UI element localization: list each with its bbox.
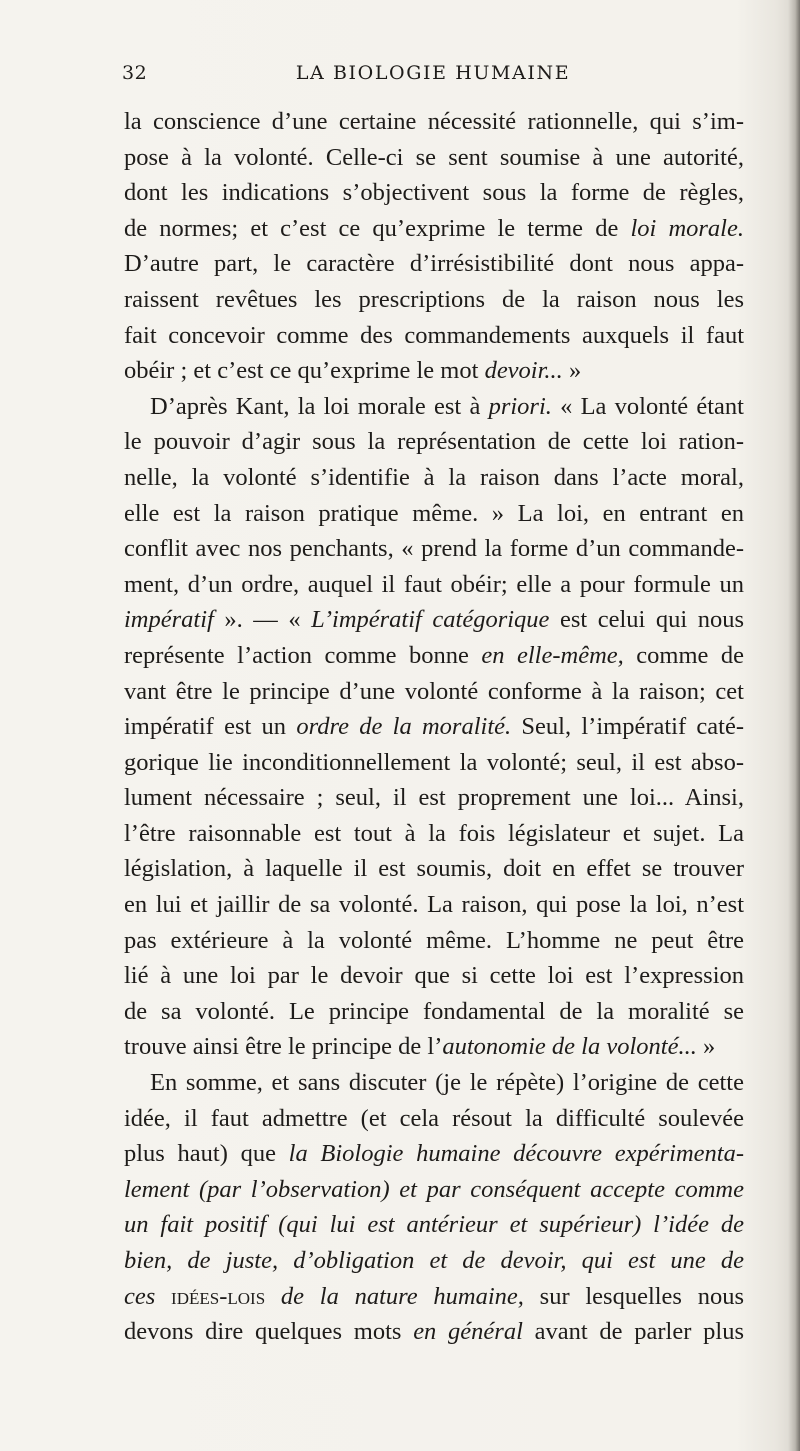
- text-line: [124, 1029, 744, 1065]
- text-line: [124, 389, 744, 425]
- text-run: vant être le principe d’une volonté conforme à la raison; cet: [124, 677, 744, 705]
- text-line: [124, 638, 744, 674]
- text-run: [155, 1283, 171, 1310]
- text-line: [124, 709, 744, 745]
- italic-text: un fait positif (qui lui est antérieur et supérieur) l’idée de: [124, 1211, 744, 1239]
- text-line: [124, 851, 744, 887]
- text-line: [124, 602, 744, 638]
- text-run: raissent revêtues les prescriptions de la raison nous les: [124, 285, 744, 313]
- italic-text: en elle-même,: [481, 641, 624, 669]
- text-run: dont les indications s’objectivent sous la forme de règles,: [124, 179, 744, 207]
- text-line: [124, 460, 744, 496]
- text-run: lument nécessaire ; seul, il est proprement une loi... Ainsi,: [124, 784, 744, 812]
- text-line: [124, 1172, 744, 1208]
- text-run: conflit avec nos penchants, « prend la forme d’un commande-: [124, 535, 744, 563]
- text-run: En somme, et sans discuter (je le répète) l’origine de cette: [150, 1069, 744, 1097]
- text-run: ment, d’un ordre, auquel il faut obéir; elle a pour formule un: [124, 570, 744, 598]
- text-run: plus haut) que: [124, 1140, 289, 1168]
- text-line: [124, 175, 744, 211]
- text-line: [124, 816, 744, 852]
- text-run: l’être raisonnable est tout à la fois législateur et sujet. La: [124, 819, 744, 847]
- text-run: de normes; et c’est ce qu’exprime le terme de: [124, 214, 631, 242]
- page-header: [122, 62, 744, 92]
- text-line: [124, 674, 744, 710]
- text-run: « La volonté étant: [551, 392, 744, 420]
- text-run: pose à la volonté. Celle-ci se sent soumise à une autorité,: [124, 143, 744, 171]
- italic-text: autonomie de la volonté...: [442, 1033, 697, 1061]
- text-run: avant de parler plus: [522, 1318, 744, 1346]
- page-number: 32: [122, 62, 148, 84]
- text-run: lié à une loi par le devoir que si cette loi est l’expression: [124, 962, 744, 990]
- small-caps-text: idées-lois: [171, 1282, 266, 1310]
- text-run: le pouvoir d’agir sous la représentation de cette loi ration-: [124, 428, 744, 456]
- text-line: [124, 496, 744, 532]
- text-run: est celui qui nous: [549, 606, 745, 634]
- text-run: sur lesquelles nous: [523, 1282, 744, 1310]
- text-line: [124, 140, 744, 176]
- text-run: trouve ainsi être le principe de l’: [124, 1033, 443, 1061]
- text-line: [124, 745, 744, 781]
- italic-text: ordre de la moralité.: [296, 713, 512, 741]
- text-run: D’autre part, le caractère d’irrésistibilité dont nous appa-: [124, 250, 744, 278]
- text-run: elle est la raison pratique même. » La loi, en entrant en: [124, 499, 744, 527]
- text-run: ». — «: [213, 606, 312, 634]
- text-line: [124, 353, 744, 389]
- text-line: [124, 923, 744, 959]
- italic-text: la Biologie humaine découvre expérimenta-: [288, 1140, 745, 1168]
- text-line: [124, 1065, 744, 1101]
- text-line: [124, 282, 744, 318]
- text-run: impératif est un: [124, 713, 297, 741]
- italic-text: de la nature humaine,: [280, 1282, 524, 1310]
- text-line: [124, 994, 744, 1030]
- text-run: devons dire quelques mots: [124, 1318, 414, 1346]
- italic-text: impératif: [124, 606, 214, 634]
- text-line: [124, 211, 744, 247]
- italic-text: en général: [413, 1318, 523, 1346]
- text-line: [124, 246, 744, 282]
- italic-text: priori.: [488, 392, 552, 420]
- text-line: [124, 1101, 744, 1137]
- text-line: [124, 424, 744, 460]
- italic-text: loi morale.: [630, 214, 744, 242]
- text-line: [124, 531, 744, 567]
- text-line: [124, 958, 744, 994]
- italic-text: devoir...: [484, 357, 563, 385]
- text-run: fait concevoir comme des commandements auxquels il faut: [124, 321, 744, 349]
- text-run: pas extérieure à la volonté même. L’homme ne peut être: [124, 926, 744, 954]
- text-run: Seul, l’impératif caté-: [511, 713, 744, 741]
- text-line: [124, 1314, 744, 1350]
- text-line: [124, 1136, 744, 1172]
- text-line: [124, 780, 744, 816]
- italic-text: lement (par l’observation) et par conséquent accepte comme: [124, 1175, 744, 1203]
- text-line: [124, 318, 744, 354]
- italic-text: L’impératif catégorique: [311, 606, 550, 634]
- italic-text: ces: [124, 1282, 156, 1310]
- text-run: [265, 1283, 281, 1310]
- text-run: gorique lie inconditionnellement la volonté; seul, il est abso-: [124, 748, 744, 776]
- text-run: D’après Kant, la loi morale est à: [150, 392, 489, 420]
- text-run: en lui et jaillir de sa volonté. La raison, qui pose la loi, n’est: [124, 891, 744, 919]
- text-line: [124, 1207, 744, 1243]
- text-run: législation, à laquelle il est soumis, doit en effet se trouver: [124, 855, 744, 883]
- text-run: »: [696, 1033, 716, 1061]
- text-run: comme de: [623, 641, 744, 669]
- running-title: LA BIOLOGIE HUMAINE: [295, 62, 571, 84]
- text-run: de sa volonté. Le principe fondamental de la moralité se: [124, 997, 744, 1025]
- text-run: obéir ; et c’est ce qu’exprime le mot: [124, 357, 485, 385]
- body-text: [124, 104, 744, 1350]
- text-run: »: [562, 357, 582, 385]
- page-gutter-shadow: [788, 0, 800, 1451]
- text-line: [124, 567, 744, 603]
- text-run: représente l’action comme bonne: [124, 641, 482, 669]
- text-line: [124, 104, 744, 140]
- text-line: [124, 887, 744, 923]
- italic-text: bien, de juste, d’obligation et de devoir, qui est une de: [124, 1247, 744, 1274]
- text-run: idée, il faut admettre (et cela résout la difficulté soulevée: [124, 1104, 744, 1132]
- text-run: la conscience d’une certaine nécessité rationnelle, qui s’im-: [124, 108, 744, 135]
- text-line: [124, 1279, 744, 1315]
- text-run: nelle, la volonté s’identifie à la raison dans l’acte moral,: [124, 463, 744, 491]
- text-line: [124, 1243, 744, 1279]
